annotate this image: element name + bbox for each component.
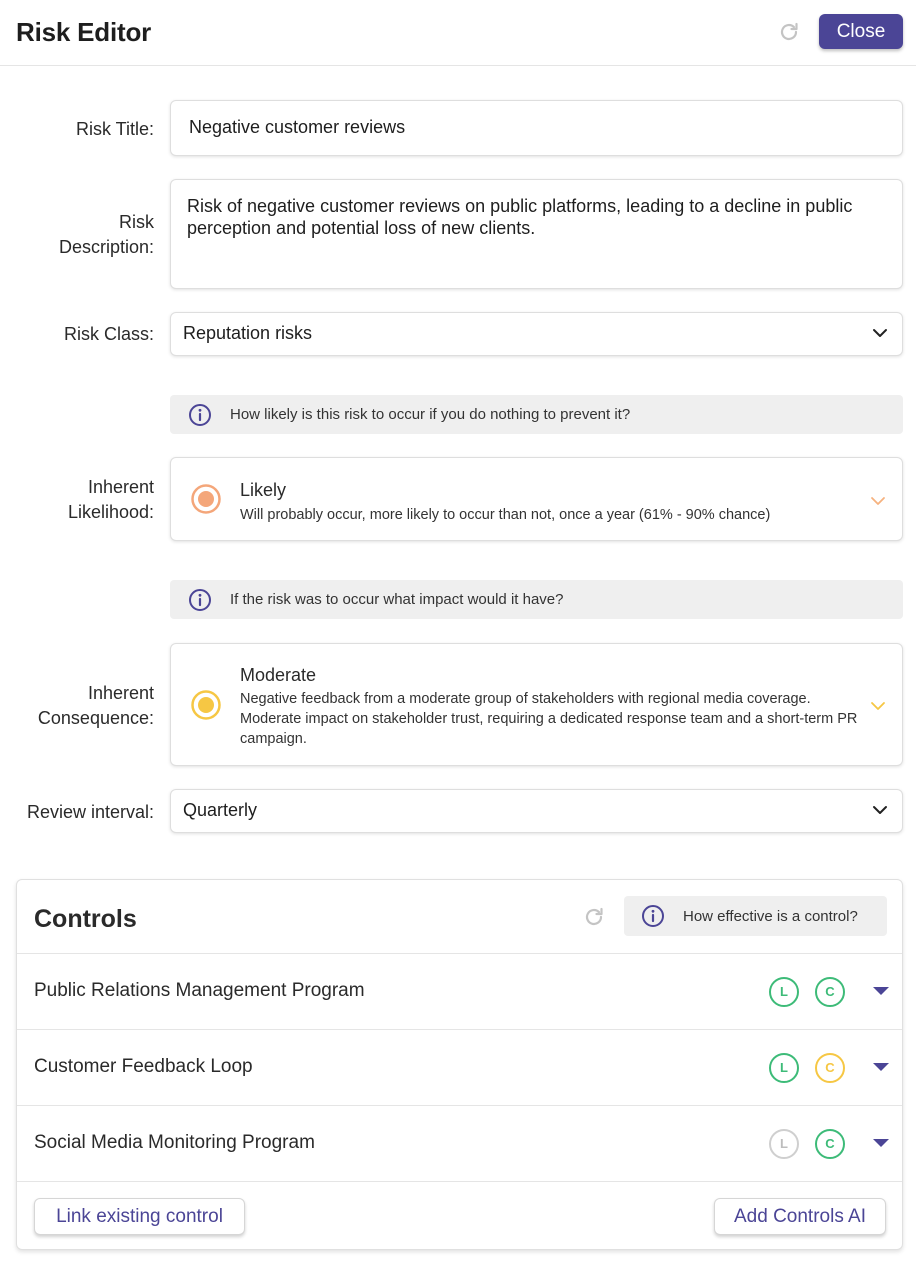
risk-description-label: Risk Description: — [58, 212, 154, 257]
refresh-icon[interactable] — [777, 20, 801, 44]
control-effectiveness-text: How effective is a control? — [683, 908, 858, 925]
close-button[interactable]: Close — [819, 14, 903, 49]
review-interval-value: Quarterly — [183, 800, 258, 820]
link-existing-control-button[interactable]: Link existing control — [34, 1198, 245, 1235]
consequence-description: Negative feedback from a moderate group of stakeholders with regional media coverage. Moderate impact on stakeholder trust, requiring a dedicated response team and a short-term PR campaign. — [240, 691, 858, 747]
control-effectiveness-info[interactable] — [624, 896, 887, 936]
consequence-badge: C — [815, 1053, 845, 1083]
control-name: Social Media Monitoring Program — [34, 1132, 315, 1153]
risk-class-label: Risk Class: — [63, 324, 154, 344]
consequence-name: Moderate — [240, 665, 317, 685]
expand-triangle-icon[interactable] — [872, 985, 890, 997]
controls-footer — [17, 1181, 902, 1250]
page-title: Risk Editor — [16, 17, 152, 47]
consequence-badge: C — [815, 977, 845, 1007]
info-icon — [188, 403, 212, 427]
chevron-down-icon — [872, 804, 888, 816]
risk-class-value: Reputation risks — [183, 323, 313, 343]
risk-description-field[interactable] — [170, 179, 903, 289]
likelihood-badge: L — [769, 1053, 799, 1083]
likelihood-badge: L — [769, 977, 799, 1007]
refresh-icon[interactable] — [582, 905, 606, 929]
risk-title-input[interactable] — [187, 116, 881, 139]
likelihood-level-icon — [190, 483, 222, 515]
consequence-hint — [170, 580, 903, 619]
consequence-level-icon — [190, 689, 222, 721]
info-icon — [641, 904, 665, 928]
control-row[interactable] — [17, 1029, 902, 1106]
control-name: Public Relations Management Program — [34, 980, 365, 1001]
consequence-hint-text: If the risk was to occur what impact would it have? — [230, 591, 564, 608]
control-row[interactable] — [17, 1105, 902, 1182]
risk-class-select[interactable] — [170, 312, 903, 356]
inherent-likelihood-label: Inherent Likelihood: — [67, 477, 154, 522]
likelihood-name: Likely — [240, 480, 287, 500]
likelihood-description: Will probably occur, more likely to occur than not, once a year (61% - 90% chance) — [240, 507, 771, 523]
editor-header — [0, 0, 916, 66]
risk-title-field[interactable] — [170, 100, 903, 156]
review-interval-label: Review interval: — [26, 802, 154, 822]
inherent-consequence-label: Inherent Consequence: — [37, 683, 154, 728]
consequence-badge: C — [815, 1129, 845, 1159]
chevron-down-icon — [870, 496, 886, 506]
expand-triangle-icon[interactable] — [872, 1061, 890, 1073]
risk-description-input[interactable] — [187, 195, 877, 275]
inherent-consequence-select[interactable] — [170, 643, 903, 766]
review-interval-select[interactable] — [170, 789, 903, 833]
controls-panel — [16, 879, 903, 1250]
likelihood-hint — [170, 395, 903, 434]
info-icon — [188, 588, 212, 612]
risk-title-label: Risk Title: — [75, 119, 154, 139]
control-name: Customer Feedback Loop — [34, 1056, 253, 1077]
controls-title: Controls — [34, 905, 137, 933]
likelihood-hint-text: How likely is this risk to occur if you do nothing to prevent it? — [230, 406, 631, 423]
chevron-down-icon — [870, 701, 886, 711]
likelihood-badge: L — [769, 1129, 799, 1159]
chevron-down-icon — [872, 327, 888, 339]
inherent-likelihood-select[interactable] — [170, 457, 903, 541]
expand-triangle-icon[interactable] — [872, 1137, 890, 1149]
control-row[interactable] — [17, 953, 902, 1030]
add-controls-ai-button[interactable]: Add Controls AI — [714, 1198, 886, 1235]
